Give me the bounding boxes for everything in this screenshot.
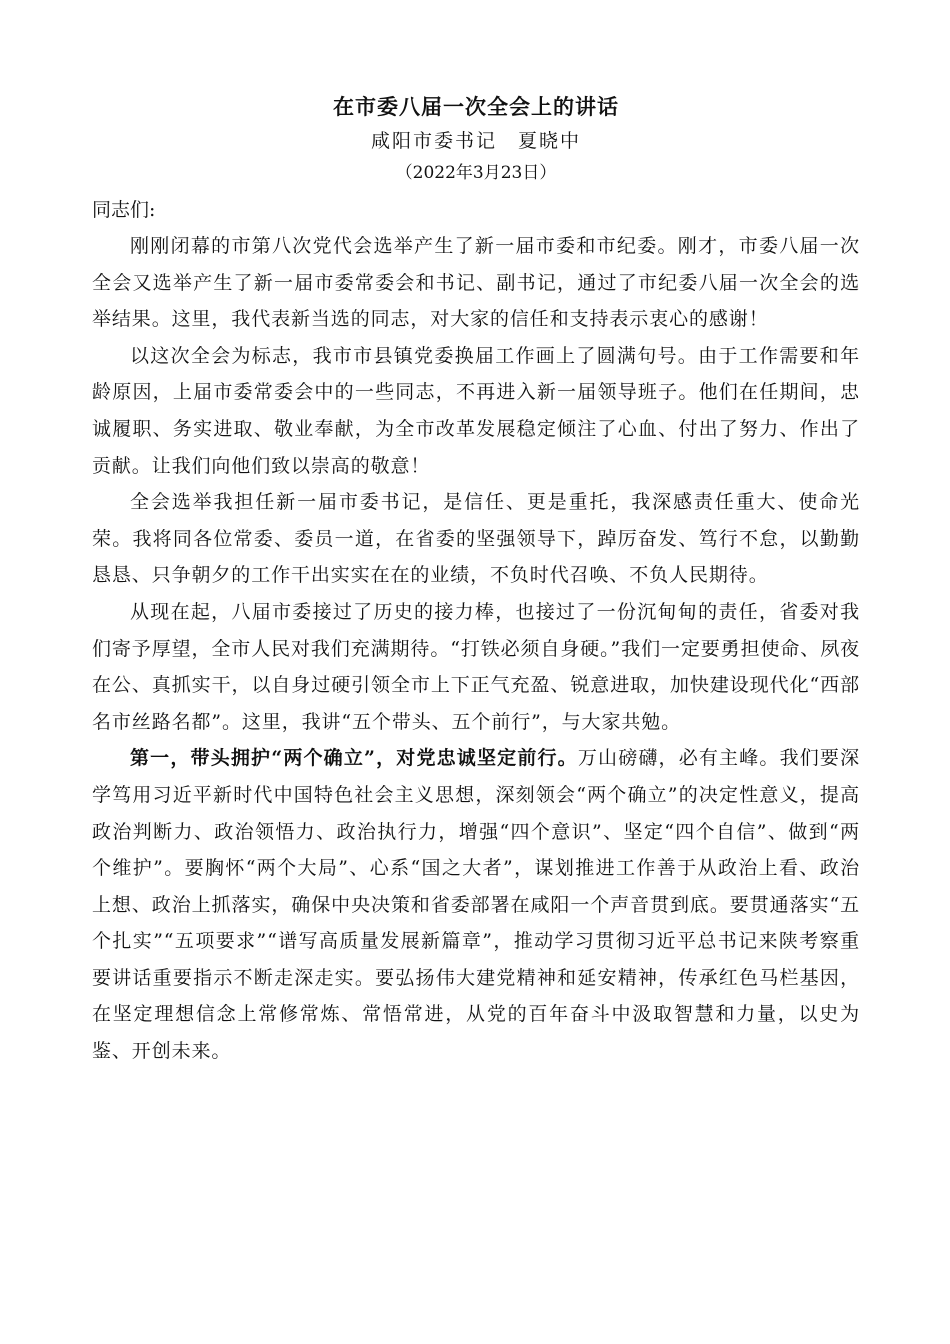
document-author: 咸阳市委书记 夏晓中 (370, 130, 581, 152)
paragraph-5-text: 万山磅礴，必有主峰。我们要深学笃用习近平新时代中国特色社会主义思想，深刻领会“两个确立”的决定性意义，提高政治判断力、政治领悟力、政治执行力，增强“四个意识”、坚定“四个自信”、做到“两个维护”。要胸怀“两个大局”、心系“国之大者”，谋划推进工作善于从政治上看、政治上想、政治上抓落实，确保中央决策和省委部署在咸阳一个声音贯到底。要贯通落实“五个扎实”“五项要求”“谱写高质量发展新篇章”，推动学习贯彻习近平总书记来陕考察重要讲话重要指示不断走深走实。要弘扬伟大建党精神和延安精神，传承红色马栏基因，在坚定理想信念上常修常炼、常悟常进，从党的百年奋斗中汲取智慧和力量，以史为鉴、开创未来。 (92, 747, 860, 1063)
paragraph-4-text: 从现在起，八届市委接过了历史的接力棒，也接过了一份沉甸甸的责任，省委对我们寄予厚望，全市人民对我们充满期待。“打铁必须自身硬。”我们一定要勇担使命、夙夜在公、真抓实干，以自身过硬引领全市上下正气充盈、锐意进取，加快建设现代化“西部名市丝路名都”。这里，我讲“五个带头、五个前行”，与大家共勉。 (92, 600, 860, 733)
paragraph-1 (92, 228, 860, 338)
document-title: 在市委八届一次全会上的讲话 (333, 94, 619, 119)
paragraph-5-lead: 第一，带头拥护“两个确立”，对党忠诚坚定前行。 (130, 747, 578, 770)
paragraph-3 (92, 484, 860, 594)
paragraph-1-text: 刚刚闭幕的市第八次党代会选举产生了新一届市委和市纪委。刚才，市委八届一次全会又选举产生了新一届市委常委会和书记、副书记，通过了市纪委八届一次全会的选举结果。这里，我代表新当选的同志，对大家的信任和支持表示衷心的感谢！ (92, 235, 860, 331)
paragraph-2 (92, 338, 860, 484)
paragraph-5 (92, 740, 860, 1069)
document-date: （2022年3月23日） (395, 163, 557, 183)
paragraph-2-text: 以这次全会为标志，我市市县镇党委换届工作画上了圆满句号。由于工作需要和年龄原因，上届市委常委会中的一些同志，不再进入新一届领导班子。他们在任期间，忠诚履职、务实进取、敬业奉献，为全市改革发展稳定倾注了心血、付出了努力、作出了贡献。让我们向他们致以崇高的敬意！ (92, 344, 860, 477)
paragraph-4 (92, 594, 860, 740)
paragraph-3-text: 全会选举我担任新一届市委书记，是信任、更是重托，我深感责任重大、使命光荣。我将同各位常委、委员一道，在省委的坚强领导下，踔厉奋发、笃行不怠，以勤勤恳恳、只争朝夕的工作干出实实在在的业绩，不负时代召唤、不负人民期待。 (92, 491, 860, 587)
salutation: 同志们: (92, 199, 156, 221)
